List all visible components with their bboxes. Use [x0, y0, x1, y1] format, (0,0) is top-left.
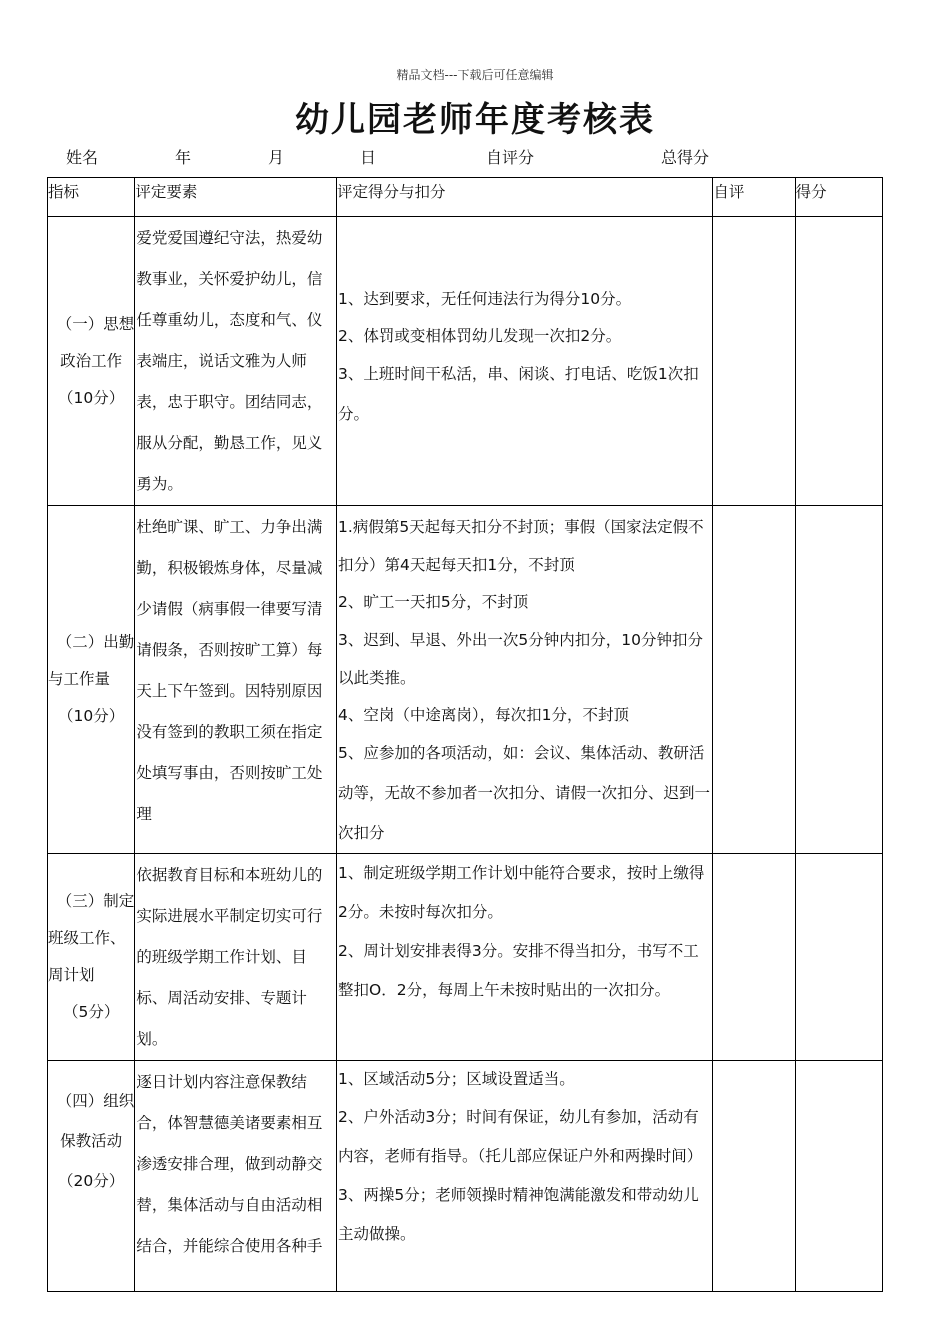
- indicator-line: （20分）: [58, 1172, 125, 1190]
- indicator-line: （5分）: [62, 1003, 120, 1021]
- elements-text: 依据教育目标和本班幼儿的实际进展水平制定切实可行的班级学期工作计划、目标、周活动安排、专题计划。: [136, 866, 323, 1048]
- score-input-cell[interactable]: [795, 1061, 882, 1292]
- column-header-scoring: 评定得分与扣分: [337, 178, 713, 217]
- table-row: [48, 1061, 883, 1292]
- indicator-line: （10分）: [58, 388, 125, 407]
- rules-list: [337, 217, 712, 434]
- indicator-line: 班级工作、: [48, 929, 126, 947]
- rule-item: 1、达到要求，无任何违法行为得分10分。: [338, 290, 632, 308]
- self-eval-input-cell[interactable]: [713, 854, 795, 1061]
- indicator-cell: [48, 506, 135, 854]
- elements-cell: [135, 1061, 337, 1292]
- self-eval-input-cell[interactable]: [713, 1061, 795, 1292]
- table-row: [48, 217, 883, 506]
- elements-cell: [135, 217, 337, 506]
- rule-item: 4、空岗（中途离岗），每次扣1分，不封顶: [338, 705, 630, 724]
- indicator-line: （三）制定: [56, 892, 135, 910]
- rule-item: 3、上班时间干私活，串、闲谈、打电话、吃饭1次扣分。: [338, 365, 699, 423]
- table-row: [48, 854, 883, 1061]
- score-input-cell[interactable]: [795, 506, 882, 854]
- table-row: [48, 506, 883, 854]
- indicator-line: 与工作量: [48, 670, 111, 688]
- year-label: 年: [175, 148, 192, 167]
- column-header-score: 得分: [795, 178, 882, 217]
- rule-item: 2、户外活动3分；时间有保证，幼儿有参加，活动有内容，老师有指导。（托儿部应保证户外和两操时间）: [338, 1107, 703, 1165]
- indicator-cell: [48, 1061, 135, 1292]
- month-label: 月: [268, 148, 285, 167]
- day-label: 日: [360, 148, 377, 167]
- score-input-cell[interactable]: [795, 854, 882, 1061]
- indicator-line: （10分）: [58, 707, 125, 725]
- rules-list: [337, 506, 712, 853]
- elements-cell: [135, 506, 337, 854]
- rule-item: 3、迟到、早退、外出一次5分钟内扣分，10分钟扣分以此类推。: [338, 630, 703, 687]
- rule-item: 2、周计划安排表得3分。安排不得当扣分，书写不工整扣O．2分，每周上午未按时贴出的一次扣分。: [338, 942, 699, 999]
- self-eval-input-cell[interactable]: [713, 217, 795, 506]
- rule-item: 3、两操5分；老师领操时精神饱满能激发和带动幼儿主动做操。: [338, 1185, 699, 1243]
- indicator-line: （一）思想: [56, 314, 135, 333]
- indicator-cell: [48, 854, 135, 1061]
- total-score-label: 总得分: [661, 148, 710, 167]
- column-header-self-eval: 自评: [713, 178, 795, 217]
- rule-item: 2、体罚或变相体罚幼儿发现一次扣2分。: [338, 326, 622, 345]
- elements-text: 爱党爱国遵纪守法，热爱幼教事业，关怀爱护幼儿，信任尊重幼儿，态度和气、仪表端庄，说话文雅为人师表，忠于职守。团结同志，服从分配，勤恳工作，见义勇为。: [136, 229, 323, 493]
- indicator-line: 保教活动: [60, 1132, 123, 1150]
- elements-text: 逐日计划内容注意保教结合，体智慧德美诸要素相互渗透安排合理，做到动静交替，集体活动与自由活动相结合，并能综合使用各种手: [136, 1073, 323, 1255]
- rules-list: [337, 854, 712, 1010]
- elements-text: 杜绝旷课、旷工、力争出满勤，积极锻炼身体，尽量减少请假（病事假一律要写清请假条，否则按旷工算）每天上下午签到。因特别原因没有签到的教职工须在指定处填写事由，否则按旷工处理: [136, 518, 323, 823]
- rule-item: 1、制定班级学期工作计划中能符合要求，按时上缴得2分。未按时每次扣分。: [338, 864, 705, 921]
- score-input-cell[interactable]: [795, 217, 882, 506]
- rules-cell: [337, 1061, 713, 1292]
- rule-item: 1.病假第5天起每天扣分不封顶；事假（国家法定假不扣分）第4天起每天扣1分，不封顶: [338, 518, 704, 574]
- column-header-elements: 评定要素: [135, 178, 337, 217]
- page-title: 幼儿园老师年度考核表: [295, 100, 655, 140]
- name-label: 姓名: [66, 148, 99, 167]
- table-header-row: [48, 178, 883, 217]
- rule-item: 1、区域活动5分；区域设置适当。: [338, 1070, 575, 1088]
- indicator-block: [48, 1061, 134, 1201]
- indicator-line: （二）出勤: [56, 633, 135, 651]
- indicator-line: 周计划: [48, 966, 95, 984]
- rule-item: 2、旷工一天扣5分，不封顶: [338, 593, 529, 611]
- column-header-indicator: 指标: [48, 178, 135, 217]
- self-score-label: 自评分: [486, 148, 535, 167]
- assessment-table: [47, 177, 883, 1292]
- elements-cell: [135, 854, 337, 1061]
- rules-cell: [337, 217, 713, 506]
- rules-list: [337, 1061, 712, 1254]
- self-eval-input-cell[interactable]: [713, 506, 795, 854]
- indicator-line: （四）组织: [56, 1092, 135, 1110]
- rules-cell: [337, 854, 713, 1061]
- rules-cell: [337, 506, 713, 854]
- watermark-text: 精品文档---下载后可任意编辑: [396, 68, 554, 82]
- rule-item: 5、应参加的各项活动，如：会议、集体活动、教研活动等，无故不参加者一次扣分、请假一次扣分、迟到一次扣分: [338, 744, 711, 842]
- indicator-cell: [48, 217, 135, 506]
- indicator-line: 政治工作: [60, 351, 123, 370]
